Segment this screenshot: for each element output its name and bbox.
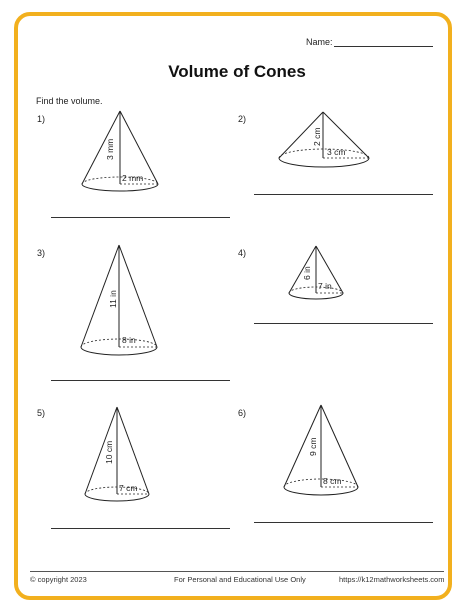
- footer-website-link[interactable]: https://k12mathworksheets.com: [339, 575, 445, 584]
- height-label-4: 6 in: [302, 266, 312, 280]
- problem-number-3: 3): [37, 248, 46, 258]
- radius-label-4: 7 in: [318, 281, 332, 291]
- problem-number-4: 4): [238, 248, 247, 258]
- worksheet-title: Volume of Cones: [168, 62, 306, 81]
- height-label-1: 3 mm: [105, 138, 115, 160]
- problem-number-1: 1): [37, 114, 46, 124]
- answer-line-6[interactable]: [254, 522, 433, 523]
- radius-label-2: 3 cm: [327, 147, 346, 157]
- height-label-3: 11 in: [108, 290, 118, 308]
- height-label-2: 2 cm: [312, 127, 322, 146]
- footer-usage-note: For Personal and Educational Use Only: [174, 575, 306, 584]
- instructions: Find the volume.: [36, 96, 103, 106]
- problem-number-5: 5): [37, 408, 46, 418]
- radius-label-3: 8 in: [122, 335, 136, 345]
- radius-label-1: 2 mm: [122, 173, 144, 183]
- footer-divider: [30, 571, 444, 572]
- problem-number-6: 6): [238, 408, 247, 418]
- radius-label-5: 7 cm: [119, 483, 138, 493]
- radius-label-6: 8 cm: [323, 476, 342, 486]
- problem-number-2: 2): [238, 114, 247, 124]
- footer-copyright: © copyright 2023: [30, 575, 87, 584]
- height-label-5: 10 cm: [104, 440, 114, 464]
- height-label-6: 9 cm: [308, 437, 318, 456]
- name-label: Name:: [306, 37, 333, 47]
